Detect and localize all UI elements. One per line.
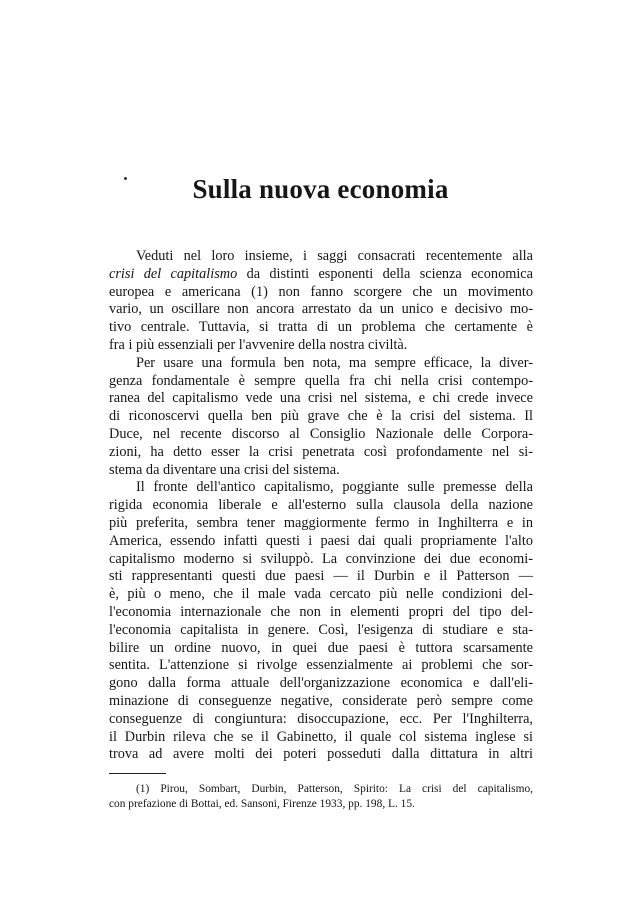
text-line: è, più o meno, che il male vada cercato più nelle condizioni del-	[109, 586, 533, 603]
text-line: crisi del capitalismo da distinti esponenti della scienza economica	[109, 265, 534, 282]
text-line: bilire un ordine nuovo, in quei due paesi è tuttora scarsamente	[109, 639, 533, 656]
footnote-line: (1) Pirou, Sombart, Durbin, Patterson, Spirito: La crisi del capitalismo,	[136, 783, 533, 795]
text-line: capitalismo moderno si sviluppò. La convinzione dei due economi-	[109, 550, 533, 567]
text-line: l'economia capitalista in genere. Così, l'esigenza di studiare e sta-	[109, 621, 533, 638]
footnote-line: con prefazione di Bottai, ed. Sansoni, Firenze 1933, pp. 198, L. 15.	[109, 798, 415, 810]
text-line: sti rappresentanti questi due paesi — il Durbin e il Patterson —	[109, 568, 533, 585]
text-line: di riconoscervi quella ben più grave che è la crisi del sistema. Il	[109, 408, 533, 425]
text-line: rigida economia liberale e all'esterno sulla clausola della nazione	[109, 497, 533, 514]
text-line: Veduti nel loro insieme, i saggi consacrati recentemente alla	[136, 248, 533, 264]
text-line: più preferita, sembra tener maggiormente fermo in Inghilterra e in	[109, 514, 533, 531]
text-line: conseguenze di congiuntura: disoccupazione, ecc. Per l'Inghilterra,	[109, 710, 533, 727]
text-line: genza fondamentale è sempre quella fra chi nella crisi contempo-	[109, 372, 533, 389]
text-line: fra i più essenziali per l'avvenire della nostra civiltà.	[109, 336, 408, 353]
text-line: ranea del capitalismo vede una crisi nel sistema, e chi crede invece	[109, 390, 533, 407]
page-title: Sulla nuova economia	[192, 174, 449, 204]
text-line: l'economia internazionale che non in elementi propri del tipo del-	[109, 603, 533, 620]
paragraph-2	[109, 355, 533, 480]
paragraph-1	[109, 248, 533, 355]
text-line: tivo centrale. Tuttavia, si tratta di un problema che certamente è	[109, 319, 533, 336]
italic-phrase: crisi del capitalismo	[109, 265, 238, 282]
text-line: europea e americana (1) non fanno scorgere che un movimento	[109, 283, 533, 300]
footnote-rule	[109, 773, 166, 774]
text-line: stema da diventare una crisi del sistema.	[109, 461, 340, 478]
text-line: America, essendo infatti questi i paesi dai quali propriamente l'alto	[109, 532, 533, 549]
text-line: zioni, ha detto esser la crisi penetrata così profondamente nel si-	[109, 443, 533, 460]
paragraph-3	[109, 479, 533, 764]
text-line: vario, un oscillare non ancora arrestato da un unico e decisivo mo-	[109, 301, 533, 318]
text-line: trova ad avere molti dei poteri posseduti dalla dittatura in altri	[109, 746, 533, 763]
body-text	[109, 248, 533, 764]
text-line: il Durbin rileva che se il Gabinetto, il quale col sistema inglese si	[109, 728, 533, 745]
text-line: gono dalla forma attuale dell'organizzazione economica e dall'eli-	[109, 675, 533, 692]
footnote	[109, 782, 533, 812]
text-line: Per usare una formula ben nota, ma sempre efficace, la diver-	[136, 354, 533, 371]
text-line: Duce, nel recente discorso al Consiglio Nazionale delle Corpora-	[109, 425, 533, 442]
text-line: minazione di conseguenze negative, considerate però sempre come	[109, 692, 533, 709]
text-line: sentita. L'attenzione si rivolge essenzialmente ai problemi che sor-	[109, 657, 533, 674]
text-line: Il fronte dell'antico capitalismo, poggiante sulle premesse della	[136, 479, 533, 496]
